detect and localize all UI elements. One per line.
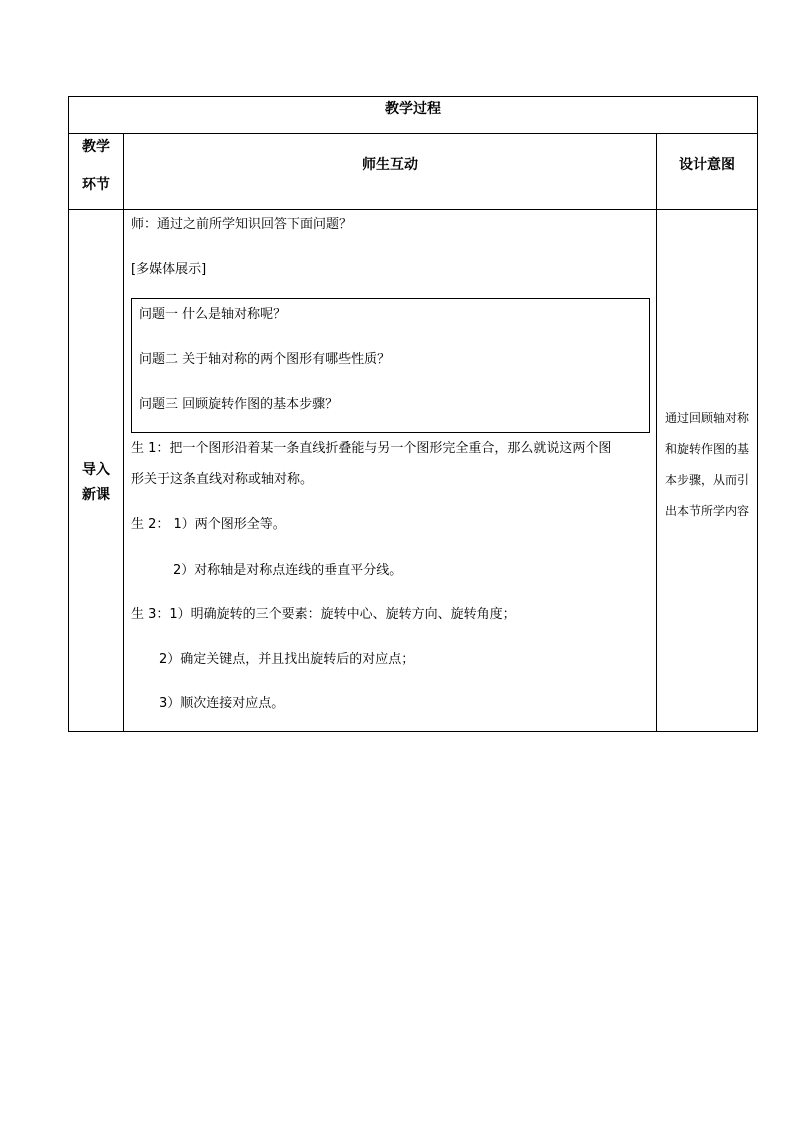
- question-1: 问题一 什么是轴对称呢？: [139, 307, 287, 322]
- table-rule-header: [68, 209, 758, 210]
- intent-line-3: 本步骤，从而引: [664, 473, 749, 487]
- student-3-line2: 2）确定关键点，并且找出旋转后的对应点；: [159, 652, 415, 667]
- question-3: 问题三 回顾旋转作图的基本步骤？: [139, 397, 339, 412]
- table-col-divider-1: [123, 133, 124, 732]
- header-intent: 设计意图: [679, 157, 735, 173]
- stage-line2: 新课: [82, 487, 110, 503]
- table-border-right: [757, 96, 758, 732]
- student-3-line1: 生 3：1）明确旋转的三个要素：旋转中心、旋转方向、旋转角度；: [131, 607, 516, 622]
- intent-line-1: 通过回顾轴对称: [664, 411, 749, 425]
- student-2-line1: 生 2： 1）两个图形全等。: [131, 517, 286, 532]
- teacher-prompt: 师：通过之前所学知识回答下面问题？: [131, 217, 353, 232]
- question-2: 问题二 关于轴对称的两个图形有哪些性质？: [139, 352, 391, 367]
- table-border-bottom: [68, 731, 758, 732]
- student-1-line1: 生 1：把一个图形沿着某一条直线折叠能与另一个图形完全重合，那么就说这两个图: [131, 441, 612, 456]
- multimedia-label: [多媒体展示]: [131, 262, 207, 277]
- stage-line1: 导入: [82, 462, 110, 478]
- student-3-line3: 3）顺次连接对应点。: [159, 696, 285, 711]
- table-border-top: [68, 96, 758, 97]
- intent-line-2: 和旋转作图的基: [664, 442, 749, 456]
- header-stage-line1: 教学: [82, 139, 110, 155]
- header-interaction: 师生互动: [362, 157, 418, 173]
- student-2-line2: 2）对称轴是对称点连线的垂直平分线。: [173, 563, 403, 578]
- table-title: 教学过程: [385, 101, 441, 117]
- table-rule-title: [68, 133, 758, 134]
- table-col-divider-2: [656, 133, 657, 732]
- header-stage-line2: 环节: [82, 177, 110, 193]
- student-1-line2: 形关于这条直线对称或轴对称。: [131, 472, 314, 487]
- intent-line-4: 出本节所学内容: [664, 504, 749, 518]
